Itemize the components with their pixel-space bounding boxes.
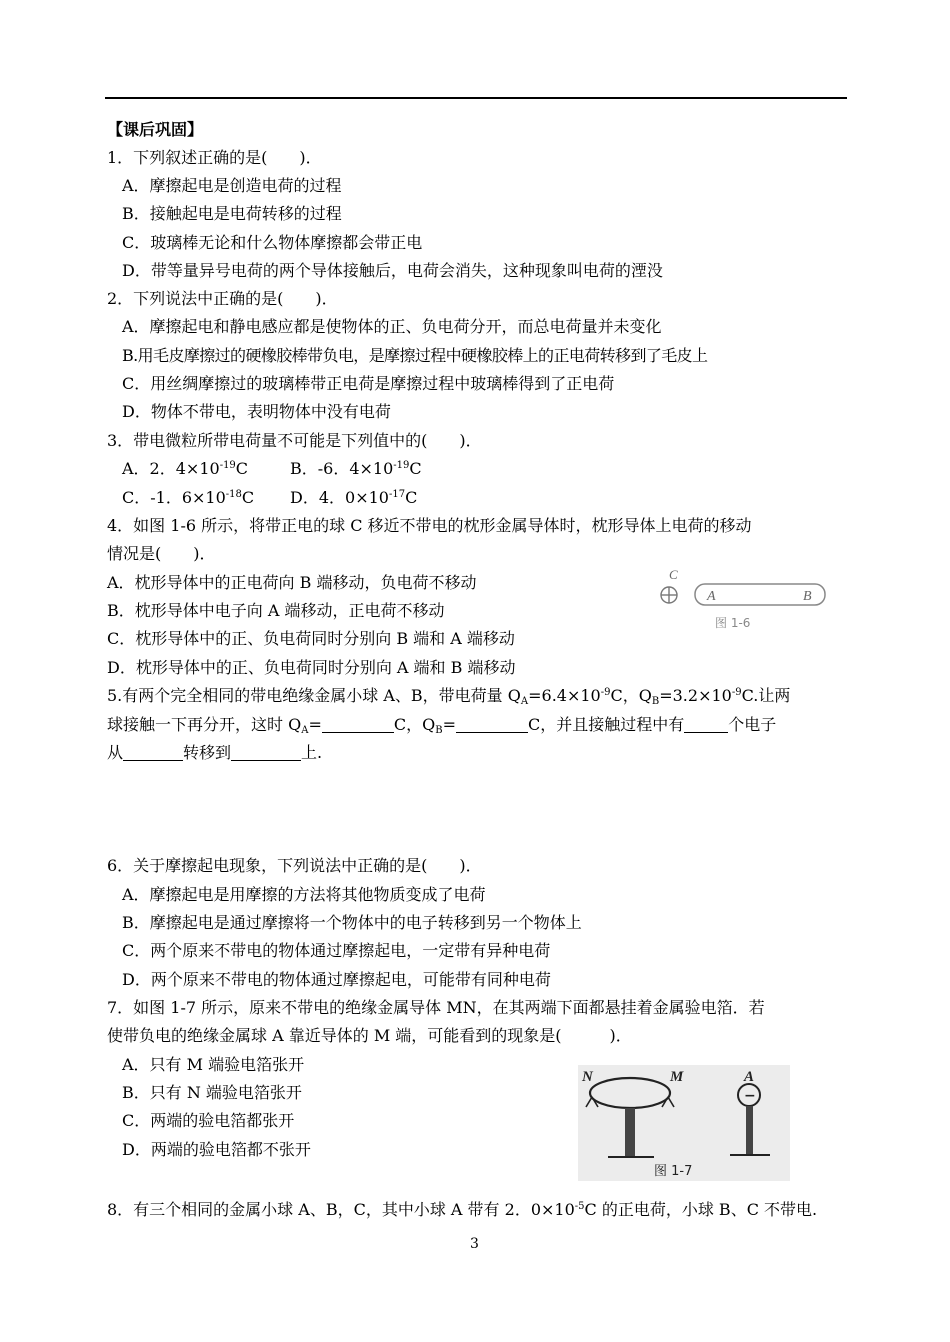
q6-option-b: B．摩擦起电是通过摩擦将一个物体中的电子转移到另一个物体上 [122,913,582,932]
page-number: 3 [470,1236,479,1252]
q5-line3: 从 转移到 上. [107,743,323,762]
q4-option-a: A．枕形导体中的正电荷向 B 端移动，负电荷不移动 [107,573,477,592]
fig6-label-b: B [803,589,812,604]
q3-option-d: D．4．$0\times 10^{-17}C$ [290,488,418,507]
fig7-label-n: N [582,1069,593,1085]
charged-sphere-c [661,587,677,603]
q4-stem-line2: 情况是( )． [107,544,216,563]
fig7-label-m: M [670,1069,684,1085]
figure-1-6 [655,565,835,633]
q4-option-b: B．枕形导体中电子向 A 端移动，正电荷不移动 [107,601,445,620]
fig7-label-a: A [744,1069,755,1085]
conductor-mn [590,1078,670,1108]
q2-stem: 2．下列说法中正确的是( )． [107,289,338,308]
q7-option-b: B．只有 N 端验电箔张开 [122,1083,302,1102]
q2-option-c: C．用丝绸摩擦过的玻璃棒带正电荷是摩擦过程中玻璃棒得到了正电荷 [122,374,615,393]
q7-option-c: C．两端的验电箔都张开 [122,1111,295,1130]
q1-option-b: B．接触起电是电荷转移的过程 [122,204,342,223]
q7-option-a: A．只有 M 端验电箔张开 [122,1055,305,1074]
q5-blank-qb[interactable] [456,716,528,733]
sphere-stand [746,1106,753,1154]
header-rule [105,97,847,99]
q1-option-c: C．玻璃棒无论和什么物体摩擦都会带正电 [122,233,423,252]
q5-blank-to[interactable] [231,744,301,761]
q6-option-d: D．两个原来不带电的物体通过摩擦起电，可能带有同种电荷 [122,970,551,989]
q5-blank-qa[interactable] [322,716,394,733]
figure-1-7 [578,1065,790,1181]
q7-option-d: D．两端的验电箔都不张开 [122,1140,311,1159]
q6-option-c: C．两个原来不带电的物体通过摩擦起电，一定带有异种电荷 [122,941,551,960]
q2-option-a: A．摩擦起电和静电感应都是使物体的正、负电荷分开，而总电荷量并未变化 [122,317,662,336]
q1-option-a: A．摩擦起电是创造电荷的过程 [122,176,342,195]
conductor-stand [625,1108,635,1156]
q4-option-c: C．枕形导体中的正、负电荷同时分别向 B 端和 A 端移动 [107,629,515,648]
minus-sign: − [744,1088,756,1104]
q6-stem: 6．关于摩擦起电现象，下列说法中正确的是( )． [107,856,482,875]
q5-blank-count[interactable] [684,716,728,733]
q4-stem-line1: 4．如图 1-6 所示，将带正电的球 C 移近不带电的枕形金属导体时，枕形导体上电荷的移动 [107,516,752,535]
q5-blank-from[interactable] [123,744,183,761]
section-heading: 【课后巩固】 [107,120,204,139]
q5-line2: 球接触一下再分开，这时 $Q_A= C$，$Q_B= C$，并且接触过程中有 个电子 [107,715,777,736]
q1-stem: 1．下列叙述正确的是( )． [107,148,322,167]
q7-stem-line2: 使带负电的绝缘金属球 A 靠近导体的 M 端，可能看到的现象是( )． [107,1026,632,1045]
q3-option-c: C．-1．$6\times 10^{-18}C$ [122,488,255,507]
q4-option-d: D．枕形导体中的正、负电荷同时分别向 A 端和 B 端移动 [107,658,516,677]
q8-stem: 8．有三个相同的金属小球 A、B，C，其中小球 A 带有 2．$0\times 10^{-5}C$ 的正电荷，小球 B、C 不带电. [107,1200,818,1219]
fig6-label-c: C [669,567,678,582]
q2-option-d: D．物体不带电，表明物体中没有电荷 [122,402,391,421]
q3-option-b: B．-6．$4\times 10^{-19}C$ [290,459,422,478]
fig6-caption: 图 1-6 [715,616,751,630]
fig7-caption: 图 1-7 [654,1164,693,1179]
q2-option-b: B.用毛皮摩擦过的硬橡胶棒带负电，是摩擦过程中硬橡胶棒上的正电荷转移到了毛皮上 [122,346,708,365]
q7-stem-line1: 7．如图 1-7 所示，原来不带电的绝缘金属导体 MN，在其两端下面都悬挂着金属验电箔．若 [107,998,765,1017]
q6-option-a: A．摩擦起电是用摩擦的方法将其他物质变成了电荷 [122,885,486,904]
fig6-label-a: A [707,589,716,604]
q1-option-d: D．带等量异号电荷的两个导体接触后，电荷会消失，这种现象叫电荷的湮没 [122,261,663,280]
q5-line1: 5.有两个完全相同的带电绝缘金属小球 A、B，带电荷量 $Q_A=6.4\times 10^{-9}C$，$Q_B=3.2\times 10^{-9}C$.让两 [107,686,791,707]
q3-stem: 3．带电微粒所带电荷量不可能是下列值中的( )． [107,431,482,450]
q3-option-a: A．2．$4\times 10^{-19}C$ [122,459,249,478]
